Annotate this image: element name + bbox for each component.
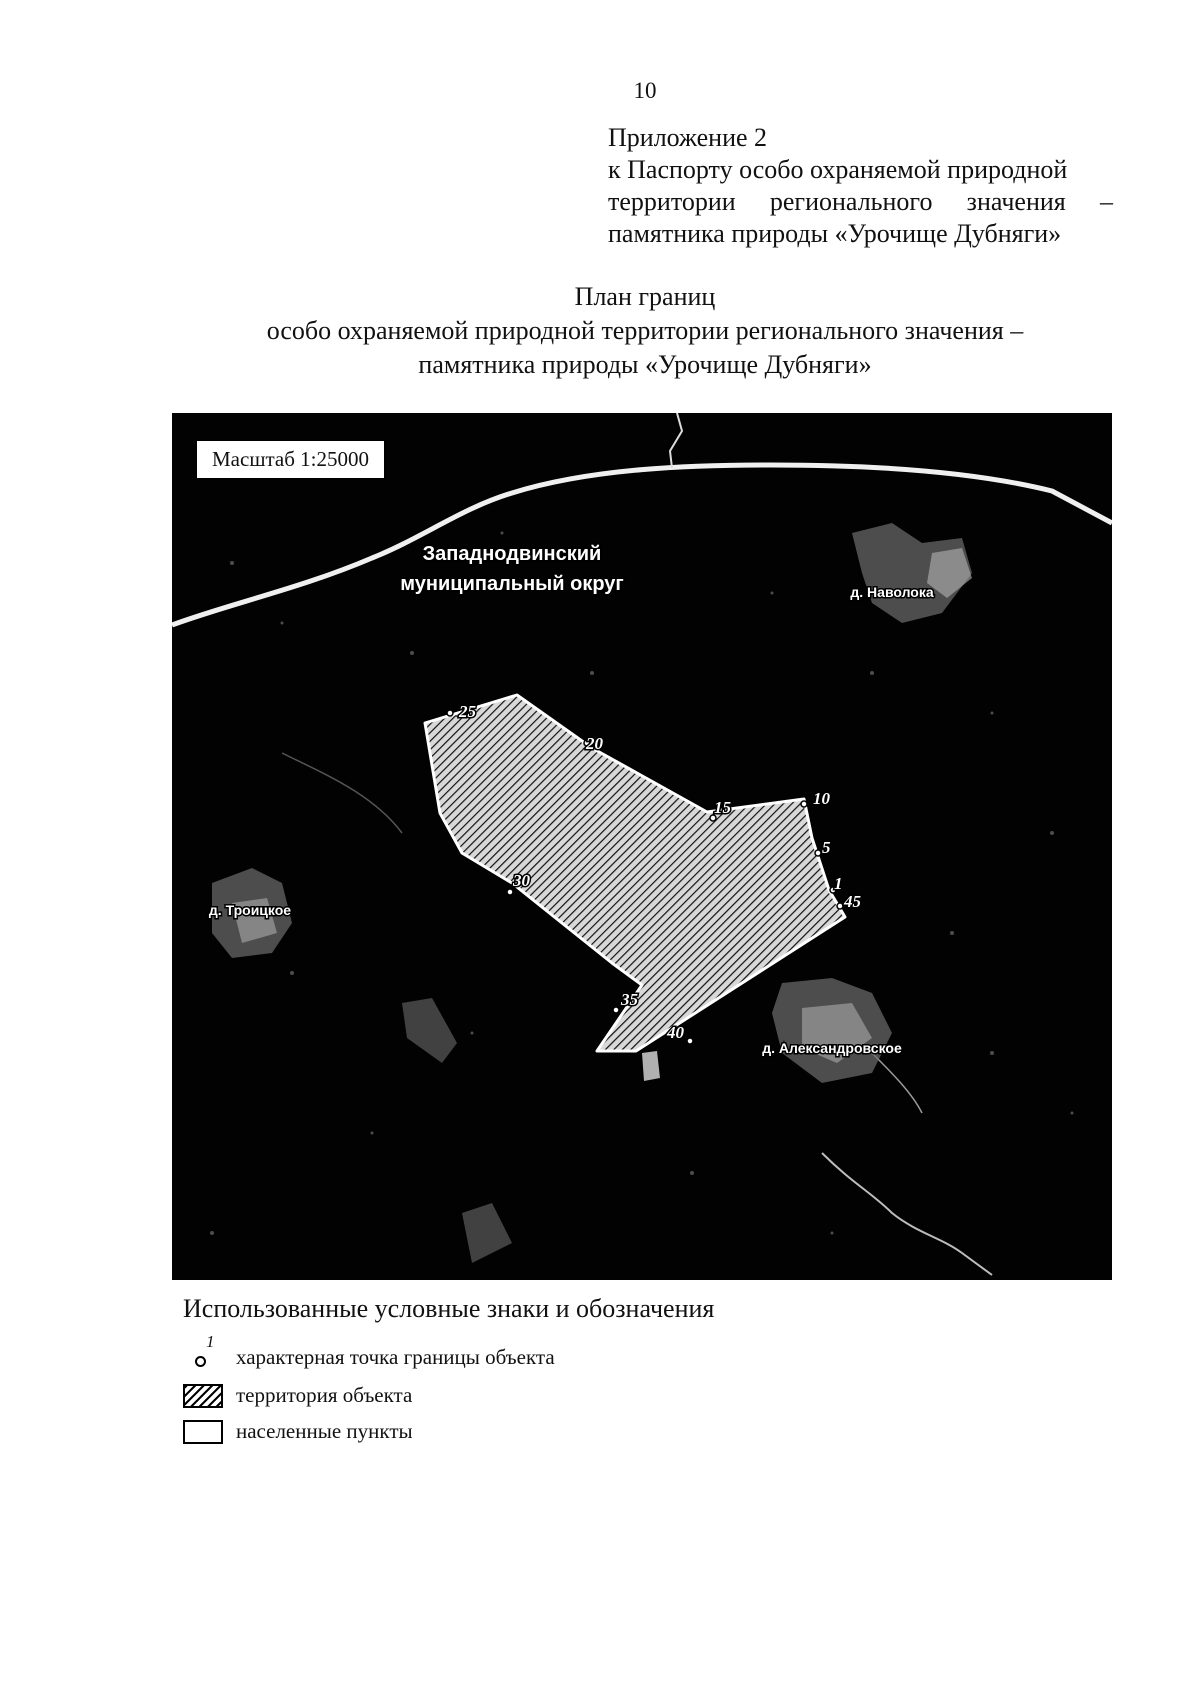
- boundary-point-35: [613, 1007, 619, 1013]
- legend-point-number: 1: [206, 1331, 215, 1351]
- boundary-point-label-5: 5: [822, 838, 831, 857]
- district-label-line-2: муниципальный округ: [400, 573, 624, 595]
- plan-title-line-1: План границ: [574, 282, 716, 311]
- boundary-point-label-35: 35: [621, 990, 638, 1009]
- boundary-point-label-25: 25: [459, 702, 476, 721]
- settlement-label-troitskoe: д. Троицкое: [208, 902, 292, 918]
- boundary-point-label-15: 15: [714, 798, 731, 817]
- map-labels: [172, 413, 1112, 1280]
- legend-settlements-label: населенные пункты: [236, 1419, 413, 1443]
- annex-line-2: к Паспорту особо охраняемой природной: [608, 155, 1068, 184]
- annex-line-1: Приложение 2: [608, 123, 768, 152]
- annex-header: [608, 122, 1113, 250]
- legend-point-label: характерная точка границы объекта: [236, 1345, 555, 1369]
- boundary-point-25: [447, 710, 453, 716]
- boundary-points: [447, 702, 862, 1044]
- boundary-point-label-40: 40: [667, 1023, 684, 1042]
- boundary-point-45: [837, 903, 843, 909]
- plan-title-line-3: памятника природы «Урочище Дубняги»: [418, 350, 872, 379]
- scale-label: Масштаб 1:25000: [196, 440, 385, 479]
- page-number: 10: [633, 78, 657, 103]
- plan-title-line-2: особо охраняемой природной территории регионального значения –: [266, 316, 1024, 345]
- district-label-line-1: Западнодвинский: [422, 543, 602, 565]
- legend-item-settlements: [183, 1419, 413, 1444]
- legend-item-boundary-point: [183, 1331, 555, 1370]
- legend-territory-label: территория объекта: [236, 1383, 413, 1407]
- plan-title: [0, 280, 1200, 382]
- boundary-point-label-20: 20: [586, 734, 603, 753]
- legend-item-territory: [183, 1383, 412, 1408]
- boundary-map: [172, 413, 1112, 1280]
- settlement-box-icon: [183, 1420, 223, 1444]
- settlement-label-aleksandrovskoe: д. Александровское: [762, 1040, 902, 1056]
- annex-line-3: территории регионального значения –: [608, 187, 1113, 216]
- boundary-point-label-45: 45: [844, 892, 861, 911]
- boundary-point-label-30: 30: [513, 871, 530, 890]
- boundary-point-10: [801, 801, 807, 807]
- settlement-label-navoloka: д. Наволока: [850, 584, 934, 600]
- boundary-point-40: [687, 1038, 693, 1044]
- boundary-point-label-10: 10: [813, 789, 830, 808]
- boundary-point-icon: [183, 1331, 223, 1370]
- boundary-point-5: [815, 850, 821, 856]
- annex-line-4: памятника природы «Урочище Дубняги»: [608, 219, 1062, 248]
- boundary-point-label-1: 1: [834, 874, 843, 893]
- hatched-area-icon: [183, 1384, 223, 1408]
- legend-title: Использованные условные знаки и обозначения: [183, 1294, 715, 1323]
